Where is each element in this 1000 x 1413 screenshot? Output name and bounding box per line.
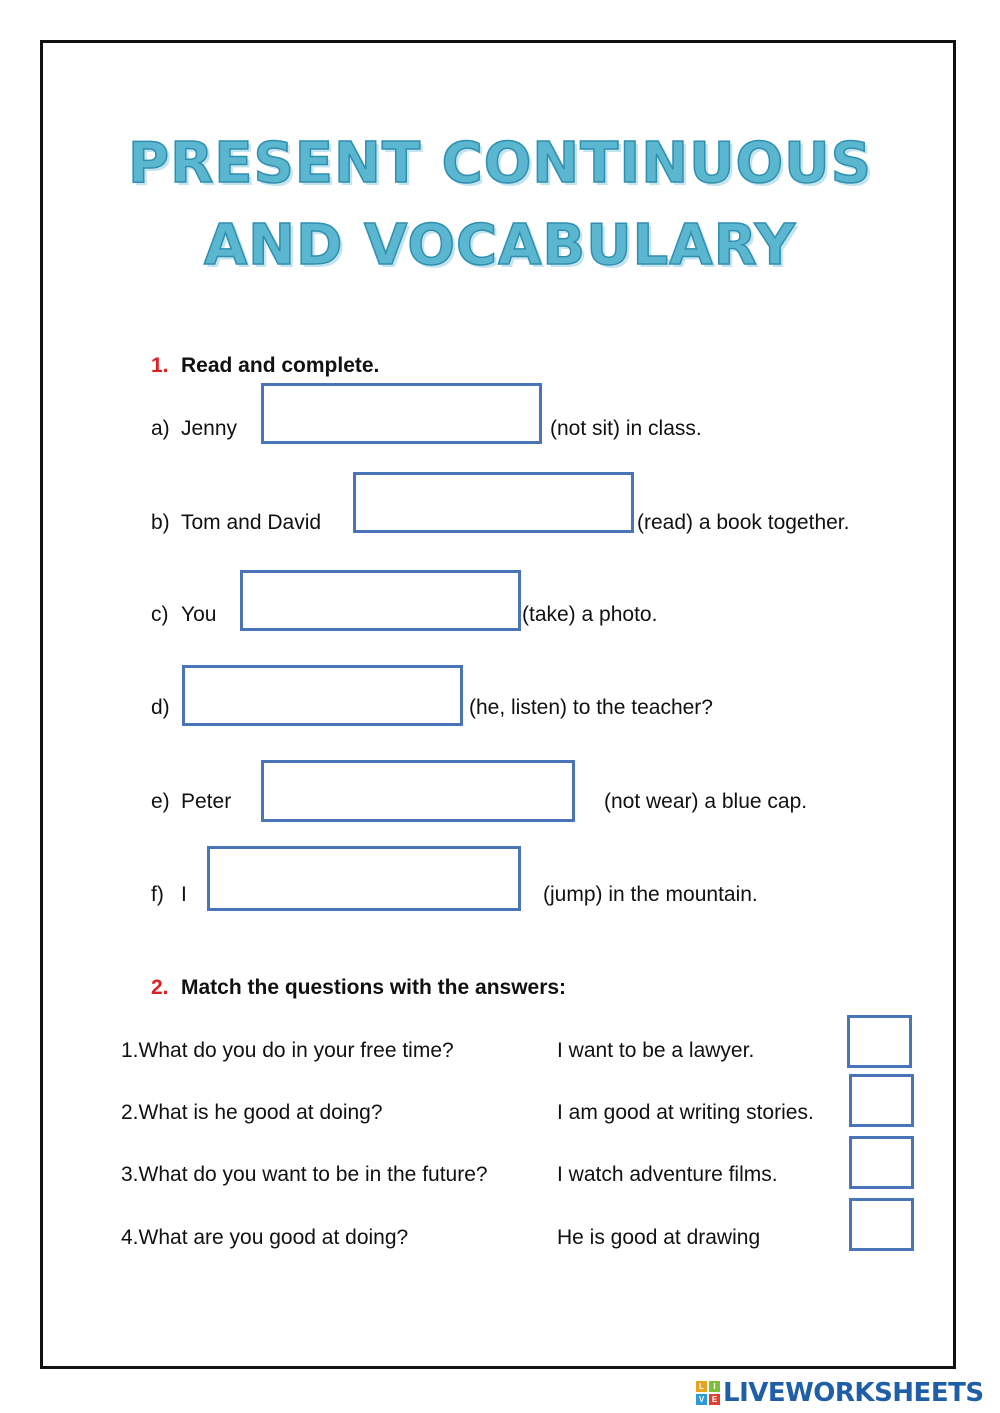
- item-a-hint: (not sit) in class.: [550, 417, 702, 440]
- item-b-letter: b): [151, 511, 170, 534]
- logo-letter-e: E: [709, 1394, 720, 1405]
- item-b-hint: (read) a book together.: [637, 511, 850, 534]
- title-line-1: PRESENT CONTINUOUS: [128, 131, 872, 196]
- item-a-subject: Jenny: [181, 417, 238, 440]
- section-2-number: 2.: [151, 976, 169, 999]
- item-f-answer-input[interactable]: [207, 846, 521, 911]
- item-b-answer-input[interactable]: [353, 472, 634, 533]
- title-line-2: AND VOCABULARY: [203, 213, 797, 278]
- item-a-letter: a): [151, 417, 170, 440]
- item-a-answer-input[interactable]: [261, 383, 542, 444]
- section-1-heading: Read and complete.: [181, 354, 380, 377]
- item-e-subject: Peter: [181, 790, 232, 813]
- logo-letter-l: L: [696, 1381, 707, 1392]
- question-4: 4.What are you good at doing?: [121, 1226, 409, 1249]
- answer-4: He is good at drawing: [557, 1226, 761, 1249]
- match-box-2[interactable]: [849, 1074, 914, 1127]
- item-e-answer-input[interactable]: [261, 760, 575, 822]
- match-box-4[interactable]: [849, 1198, 914, 1251]
- item-f-hint: (jump) in the mountain.: [543, 883, 758, 906]
- logo-letter-i: I: [709, 1381, 720, 1392]
- answer-2: I am good at writing stories.: [557, 1101, 814, 1124]
- item-b-subject: Tom and David: [181, 511, 322, 534]
- item-e-letter: e): [151, 790, 170, 813]
- answer-3: I watch adventure films.: [557, 1163, 778, 1186]
- match-box-1[interactable]: [847, 1015, 912, 1068]
- answer-1: I want to be a lawyer.: [557, 1039, 755, 1062]
- match-box-3[interactable]: [849, 1136, 914, 1189]
- item-c-hint: (take) a photo.: [522, 603, 658, 626]
- item-e-hint: (not wear) a blue cap.: [604, 790, 808, 813]
- item-f-subject: I: [181, 883, 187, 906]
- question-2: 2.What is he good at doing?: [121, 1101, 383, 1124]
- liveworksheets-logo: [696, 1379, 984, 1407]
- logo-letter-v: V: [696, 1394, 707, 1405]
- item-d-hint: (he, listen) to the teacher?: [469, 696, 713, 719]
- question-1: 1.What do you do in your free time?: [121, 1039, 454, 1062]
- logo-text: LIVEWORKSHEETS: [723, 1378, 984, 1408]
- item-c-answer-input[interactable]: [240, 570, 521, 631]
- logo-mark-icon: [696, 1381, 720, 1405]
- item-f-letter: f): [151, 883, 164, 906]
- item-d-letter: d): [151, 696, 170, 719]
- item-d-answer-input[interactable]: [182, 665, 463, 726]
- item-c-letter: c): [151, 603, 169, 626]
- section-2-heading: Match the questions with the answers:: [181, 976, 567, 999]
- section-1-number: 1.: [151, 354, 169, 377]
- question-3: 3.What do you want to be in the future?: [121, 1163, 488, 1186]
- item-c-subject: You: [181, 603, 217, 626]
